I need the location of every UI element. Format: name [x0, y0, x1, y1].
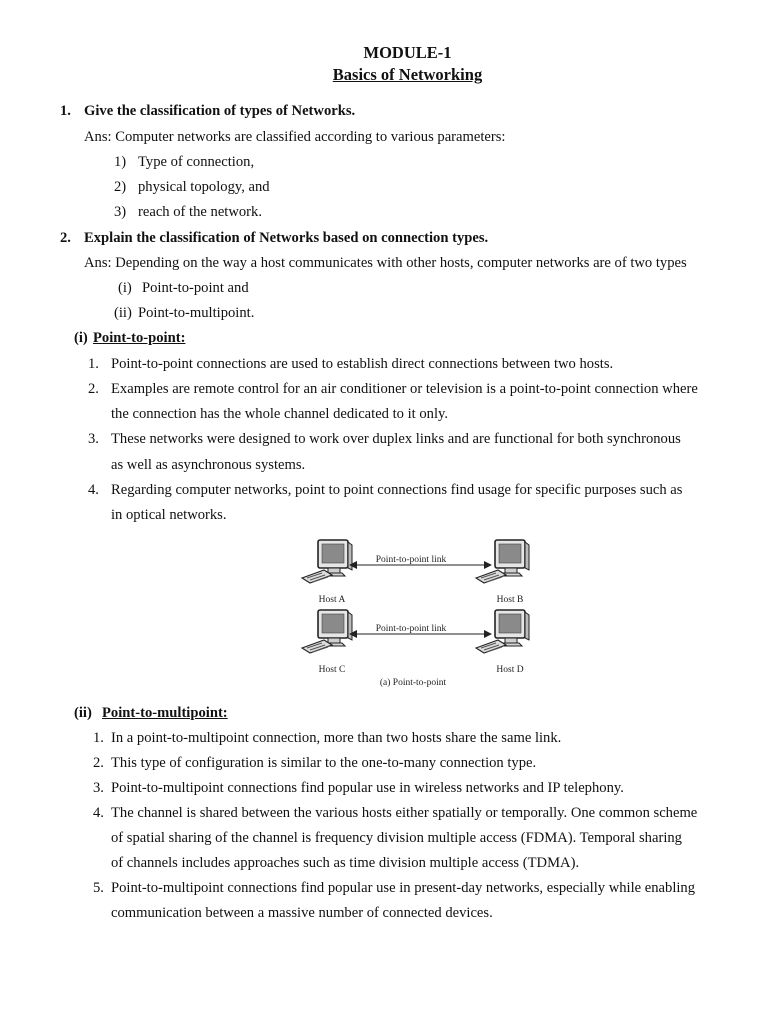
list-item-continuation: in optical networks. — [111, 507, 227, 523]
list-item: physical topology, and — [138, 179, 270, 195]
list-item: Examples are remote control for an air conditioner or television is a point-to-point connection where — [111, 381, 698, 397]
list-item-number: 4. — [88, 482, 99, 498]
host-a-computer-icon — [302, 540, 352, 583]
question-1-number: 1. — [60, 103, 71, 119]
list-item-number: 1) — [114, 154, 127, 170]
list-item-number: 3. — [88, 431, 99, 447]
list-item: Point-to-multipoint connections find popular use in present-day networks, especially while enabling — [111, 880, 696, 896]
list-item: Type of connection, — [138, 154, 255, 170]
section-number: (i) — [74, 330, 88, 346]
list-item: Point-to-multipoint. — [138, 305, 255, 321]
list-item-continuation: communication between a massive number of connected devices. — [111, 905, 493, 921]
point-to-point-diagram — [290, 532, 540, 692]
page-title: Basics of Networking — [332, 65, 483, 84]
list-item-continuation: the connection has the whole channel dedicated to it only. — [111, 406, 449, 422]
list-item-number: 3) — [114, 204, 127, 220]
list-item: The channel is shared between the various hosts either spatially or temporally. One common scheme — [111, 805, 698, 821]
list-item-number: (ii) — [114, 305, 132, 321]
module-title: MODULE-1 — [363, 43, 452, 62]
answer-2-text: Ans: Depending on the way a host communicates with other hosts, computer networks are of two types — [84, 255, 687, 271]
list-item: These networks were designed to work over duplex links and are functional for both synchronous — [111, 431, 681, 447]
host-d-label: Host D — [496, 665, 524, 675]
list-item: This type of configuration is similar to the one-to-many connection type. — [111, 755, 537, 771]
host-a-label: Host A — [318, 595, 346, 605]
answer-1-text: Ans: Computer networks are classified according to various parameters: — [84, 129, 506, 145]
list-item-continuation: of channels includes approaches such as time division multiple access (TDMA). — [111, 855, 580, 871]
section-heading-point-to-multipoint: Point-to-multipoint: — [102, 705, 228, 721]
host-b-label: Host B — [496, 595, 524, 605]
link-label: Point-to-point link — [375, 555, 447, 565]
question-1-text: Give the classification of types of Networks. — [84, 103, 356, 119]
list-item-number: 1. — [88, 356, 99, 372]
figure-caption: (a) Point-to-point — [379, 678, 447, 688]
section-number: (ii) — [74, 705, 92, 721]
list-item-number: 4. — [93, 805, 104, 821]
list-item: Point-to-multipoint connections find popular use in wireless networks and IP telephony. — [111, 780, 624, 796]
list-item-number: 3. — [93, 780, 104, 796]
list-item: Point-to-point and — [142, 280, 249, 296]
list-item-number: 2. — [93, 755, 104, 771]
list-item-number: (i) — [118, 280, 132, 296]
list-item: Point-to-point connections are used to establish direct connections between two hosts. — [111, 356, 614, 372]
question-2-number: 2. — [60, 230, 71, 246]
list-item: In a point-to-multipoint connection, more than two hosts share the same link. — [111, 730, 562, 746]
question-2-text: Explain the classification of Networks based on connection types. — [84, 230, 489, 246]
list-item-number: 5. — [93, 880, 104, 896]
list-item: Regarding computer networks, point to point connections find usage for specific purposes such as — [111, 482, 683, 498]
list-item-continuation: of spatial sharing of the channel is frequency division multiple access (FDMA). Temporal sharing — [111, 830, 682, 846]
list-item-number: 1. — [93, 730, 104, 746]
host-d-computer-icon — [476, 610, 529, 653]
section-heading-point-to-point: Point-to-point: — [93, 330, 186, 346]
list-item-number: 2) — [114, 179, 127, 195]
host-c-label: Host C — [318, 665, 346, 675]
host-c-computer-icon — [302, 610, 352, 653]
list-item: reach of the network. — [138, 204, 262, 220]
link-label: Point-to-point link — [375, 624, 447, 634]
list-item-number: 2. — [88, 381, 99, 397]
list-item-continuation: as well as asynchronous systems. — [111, 457, 306, 473]
host-b-computer-icon — [476, 540, 529, 583]
